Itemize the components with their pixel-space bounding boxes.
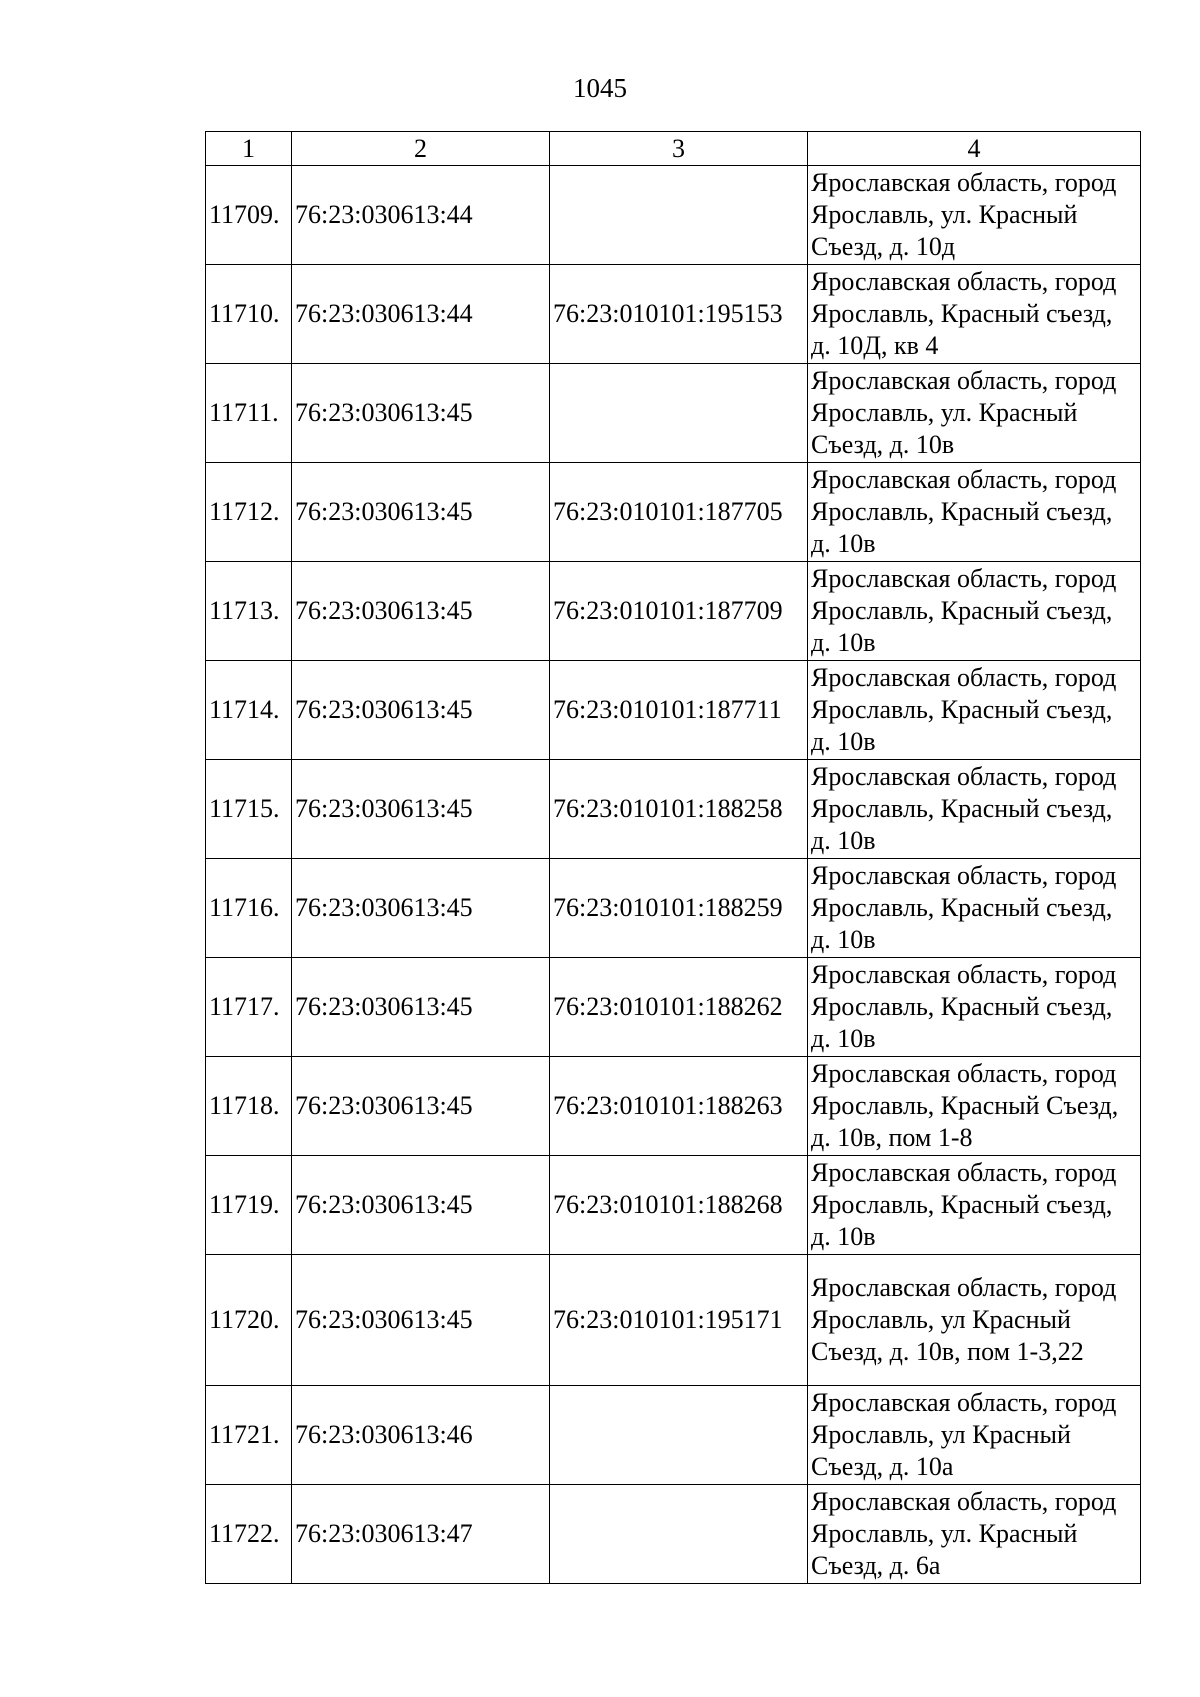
object-cadastral-number	[550, 166, 808, 265]
row-number: 11719.	[206, 1156, 292, 1255]
land-cadastral-number: 76:23:030613:44	[292, 166, 550, 265]
land-cadastral-number: 76:23:030613:45	[292, 1255, 550, 1386]
row-number: 11718.	[206, 1057, 292, 1156]
table-row	[206, 265, 1141, 364]
object-cadastral-number: 76:23:010101:187711	[550, 661, 808, 760]
land-cadastral-number: 76:23:030613:45	[292, 1057, 550, 1156]
row-number: 11716.	[206, 859, 292, 958]
table-row	[206, 364, 1141, 463]
table-row	[206, 1485, 1141, 1584]
object-cadastral-number: 76:23:010101:188268	[550, 1156, 808, 1255]
row-number: 11710.	[206, 265, 292, 364]
page-number: 1045	[573, 73, 627, 103]
column-header-2: 2	[292, 132, 550, 166]
row-number: 11713.	[206, 562, 292, 661]
object-cadastral-number: 76:23:010101:188263	[550, 1057, 808, 1156]
land-cadastral-number: 76:23:030613:45	[292, 760, 550, 859]
land-cadastral-number: 76:23:030613:45	[292, 463, 550, 562]
column-header-3: 3	[550, 132, 808, 166]
object-cadastral-number: 76:23:010101:188258	[550, 760, 808, 859]
address: Ярославская область, город Ярославль, Красный съезд, д. 10в	[808, 760, 1141, 859]
address: Ярославская область, город Ярославль, Красный съезд, д. 10в	[808, 1156, 1141, 1255]
table-row	[206, 562, 1141, 661]
land-cadastral-number: 76:23:030613:46	[292, 1386, 550, 1485]
land-cadastral-number: 76:23:030613:45	[292, 562, 550, 661]
address: Ярославская область, город Ярославль, ул. Красный Съезд, д. 6а	[808, 1485, 1141, 1584]
address: Ярославская область, город Ярославль, Красный съезд, д. 10Д, кв 4	[808, 265, 1141, 364]
table-row	[206, 166, 1141, 265]
row-number: 11720.	[206, 1255, 292, 1386]
table-row	[206, 1156, 1141, 1255]
address: Ярославская область, город Ярославль, Красный съезд, д. 10в	[808, 463, 1141, 562]
address: Ярославская область, город Ярославль, Красный Съезд, д. 10в, пом 1-8	[808, 1057, 1141, 1156]
table-row	[206, 859, 1141, 958]
object-cadastral-number	[550, 1485, 808, 1584]
row-number: 11717.	[206, 958, 292, 1057]
object-cadastral-number	[550, 364, 808, 463]
object-cadastral-number: 76:23:010101:187705	[550, 463, 808, 562]
land-cadastral-number: 76:23:030613:45	[292, 859, 550, 958]
object-cadastral-number: 76:23:010101:195171	[550, 1255, 808, 1386]
row-number: 11711.	[206, 364, 292, 463]
address: Ярославская область, город Ярославль, ул Красный Съезд, д. 10в, пом 1-3,22	[808, 1255, 1141, 1386]
object-cadastral-number	[550, 1386, 808, 1485]
address: Ярославская область, город Ярославль, ул. Красный Съезд, д. 10в	[808, 364, 1141, 463]
address: Ярославская область, город Ярославль, Красный съезд, д. 10в	[808, 661, 1141, 760]
column-header-1: 1	[206, 132, 292, 166]
row-number: 11715.	[206, 760, 292, 859]
land-cadastral-number: 76:23:030613:45	[292, 958, 550, 1057]
row-number: 11721.	[206, 1386, 292, 1485]
object-cadastral-number: 76:23:010101:187709	[550, 562, 808, 661]
object-cadastral-number: 76:23:010101:188262	[550, 958, 808, 1057]
land-cadastral-number: 76:23:030613:47	[292, 1485, 550, 1584]
land-cadastral-number: 76:23:030613:45	[292, 661, 550, 760]
address: Ярославская область, город Ярославль, Красный съезд, д. 10в	[808, 562, 1141, 661]
table-row	[206, 463, 1141, 562]
land-cadastral-number: 76:23:030613:45	[292, 364, 550, 463]
row-number: 11722.	[206, 1485, 292, 1584]
table-header-row	[206, 132, 1141, 166]
row-number: 11712.	[206, 463, 292, 562]
table-row	[206, 661, 1141, 760]
land-cadastral-number: 76:23:030613:45	[292, 1156, 550, 1255]
object-cadastral-number: 76:23:010101:188259	[550, 859, 808, 958]
address: Ярославская область, город Ярославль, Красный съезд, д. 10в	[808, 958, 1141, 1057]
table-row	[206, 1386, 1141, 1485]
table-row	[206, 958, 1141, 1057]
object-cadastral-number: 76:23:010101:195153	[550, 265, 808, 364]
table-row	[206, 1057, 1141, 1156]
registry-table	[205, 131, 1141, 1584]
column-header-4: 4	[808, 132, 1141, 166]
address: Ярославская область, город Ярославль, ул. Красный Съезд, д. 10д	[808, 166, 1141, 265]
row-number: 11714.	[206, 661, 292, 760]
table-row	[206, 760, 1141, 859]
address: Ярославская область, город Ярославль, ул Красный Съезд, д. 10а	[808, 1386, 1141, 1485]
table-row	[206, 1255, 1141, 1386]
land-cadastral-number: 76:23:030613:44	[292, 265, 550, 364]
row-number: 11709.	[206, 166, 292, 265]
address: Ярославская область, город Ярославль, Красный съезд, д. 10в	[808, 859, 1141, 958]
